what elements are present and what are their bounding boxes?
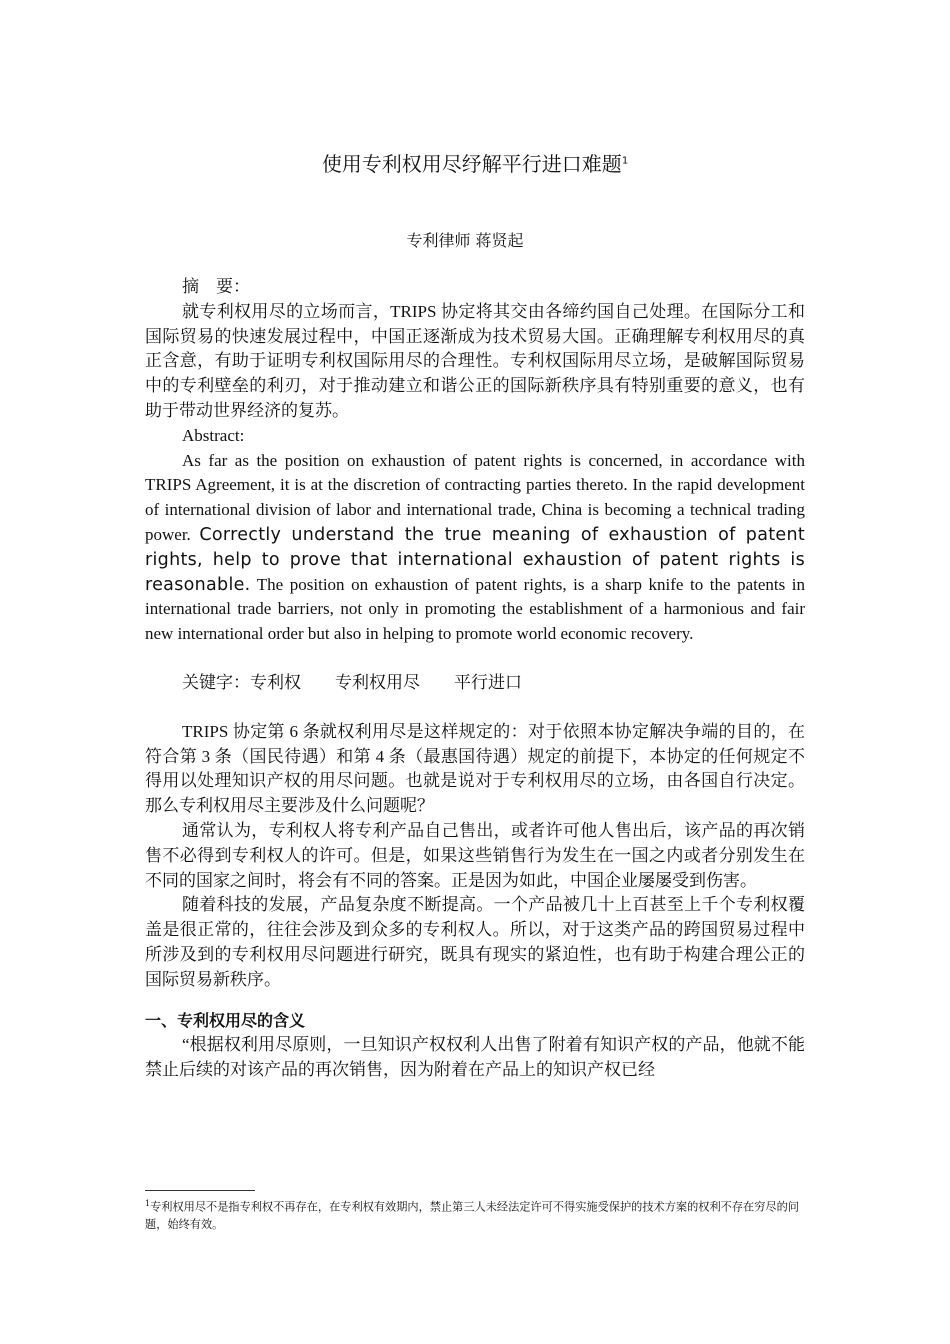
section-heading-1: 一、专利权用尽的含义 bbox=[145, 1010, 306, 1030]
body-paragraph-2: 通常认为，专利权人将专利产品自己售出，或者许可他人售出后，该产品的再次销售不必得到专利权人的许可。但是，如果这些销售行为发生在一国之内或者分别发生在不同的国家之间时，将会有不同的答案。正是因为如此，中国企业屡屡受到伤害。 bbox=[145, 820, 805, 890]
abstract-cn: 就专利权用尽的立场而言，TRIPS 协定将其交由各缔约国自己处理。在国际分工和国际贸易的快速发展过程中，中国正逐渐成为技术贸易大国。正确理解专利权用尽的真正含意，有助于证明专利权国际用尽的合理性。专利权国际用尽立场，是破解国际贸易中的专利壁垒的利刃，对于推动建立和谐公正的国际新秩序具有特别重要的意义，也有助于带动世界经济的复苏。 bbox=[145, 301, 805, 420]
abstract-en-part3: The position on exhaustion of patent rights, is a sharp knife to the patents in international trade barriers, not only in promoting the establishment of a harmonious and fair new international order but also in helping to promote world economic recovery. bbox=[145, 574, 805, 644]
document-body bbox=[145, 275, 805, 1083]
abstract-cn-label: 摘 要： bbox=[182, 277, 250, 296]
keywords: 关键字：专利权 专利权用尽 平行进口 bbox=[182, 672, 522, 692]
body-paragraph-3: 随着科技的发展，产品复杂度不断提高。一个产品被几十上百甚至上千个专利权覆盖是很正常的，往往会涉及到众多的专利权人。所以，对于这类产品的跨国贸易过程中所涉及到的专利权用尽问题进行研究，既具有现实的紧迫性，也有助于构建合理公正的国际贸易新秩序。 bbox=[145, 895, 805, 989]
body-paragraph-1: TRIPS 协定第 6 条就权利用尽是这样规定的：对于依照本协定解决争端的目的，在符合第 3 条（国民待遇）和第 4 条（最惠国待遇）规定的前提下，本协定的任何规定不得用以处理知识产权的用尽问题。也就是说对于专利权用尽的立场，由各国自行决定。那么专利权用尽主要涉及什么问题呢？ bbox=[145, 721, 805, 816]
footnote-divider bbox=[145, 1190, 255, 1191]
abstract-en-part2: Correctly understand the true meaning of exhaustion of patent rights, help to prove that international exhaustion of patent rights is reasonable. bbox=[145, 524, 805, 595]
title-text: 使用专利权用尽纾解平行进口难题 bbox=[321, 152, 622, 176]
abstract-en-part1: As far as the position on exhaustion of patent rights is concerned, in accordance with TRIPS Agreement, it is at the discretion of contracting parties thereto. In the rapid development of international division of labor and international trade, China is becoming a technical trading power. bbox=[145, 450, 805, 544]
footnote-mark: 1 bbox=[145, 1199, 151, 1208]
footnote bbox=[145, 1195, 805, 1233]
author-line: 专利律师 蒋贤起 bbox=[406, 231, 524, 250]
abstract-en bbox=[145, 449, 805, 647]
footnote-text: 专利权用尽不是指专利权不再存在，在专利权有效期内，禁止第三人未经法定许可不得实施受保护的技术方案的权利不存在穷尽的问题，始终有效。 bbox=[145, 1200, 799, 1231]
body-paragraph-4: “根据权利用尽原则，一旦知识产权权利人出售了附着有知识产权的产品，他就不能禁止后续的对该产品的再次销售，因为附着在产品上的知识产权已经 bbox=[145, 1035, 805, 1080]
title-footnote-mark: 1 bbox=[621, 155, 629, 167]
paper-title bbox=[0, 148, 950, 177]
abstract-en-label: Abstract: bbox=[182, 425, 245, 445]
